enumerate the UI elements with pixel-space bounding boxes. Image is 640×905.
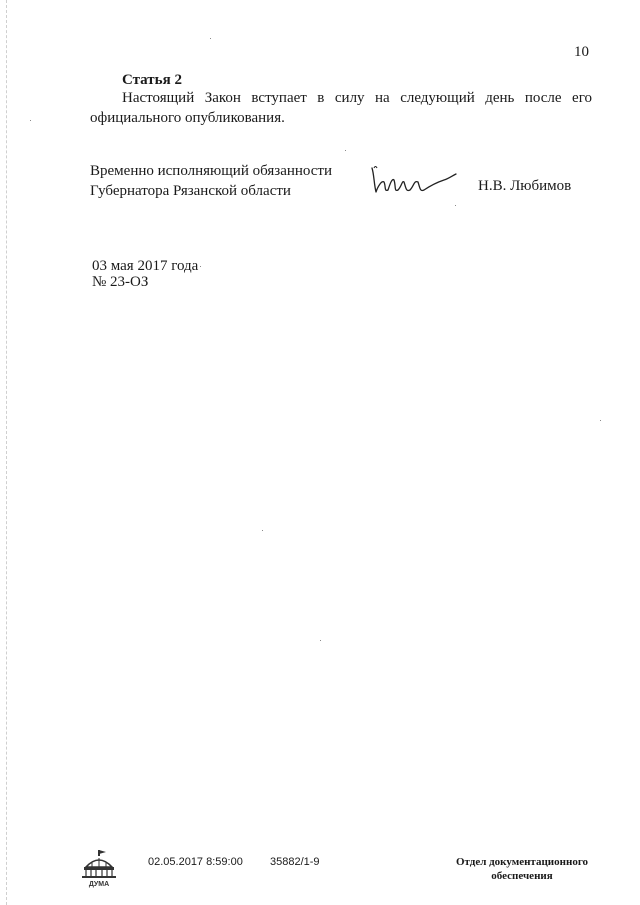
scan-speck bbox=[30, 120, 31, 121]
stamp-registration-number: 35882/1-9 bbox=[270, 856, 320, 868]
scan-speck bbox=[320, 640, 321, 641]
article-body: Настоящий Закон вступает в силу на следующий день после его официального опубликования. bbox=[90, 90, 592, 126]
document-number: № 23-ОЗ bbox=[92, 274, 149, 290]
logo-text: ДУМА bbox=[88, 881, 110, 888]
scan-speck bbox=[262, 530, 263, 531]
department-stamp-line-1: Отдел документационного bbox=[455, 856, 589, 868]
scan-speck bbox=[455, 205, 456, 206]
signer-position-line-1: Временно исполняющий обязанности bbox=[90, 163, 333, 179]
department-stamp bbox=[442, 855, 602, 883]
scan-edge-divider bbox=[6, 0, 8, 905]
duma-building-icon bbox=[80, 849, 122, 889]
document-date: 03 мая 2017 года bbox=[92, 258, 199, 274]
article-title: Статья 2 bbox=[122, 72, 182, 88]
scan-speck bbox=[345, 150, 346, 151]
signer-name: Н.В. Любимов bbox=[478, 178, 572, 194]
department-stamp-line-2: обеспечения bbox=[491, 870, 553, 882]
page-number: 10 bbox=[574, 44, 589, 60]
scan-speck bbox=[600, 420, 601, 421]
scan-speck bbox=[200, 266, 201, 267]
handwritten-signature bbox=[368, 160, 458, 200]
stamp-datetime: 02.05.2017 8:59:00 bbox=[148, 856, 243, 868]
signer-position-line-2: Губернатора Рязанской области bbox=[90, 183, 291, 199]
signer-position bbox=[90, 161, 332, 201]
scan-speck bbox=[210, 38, 211, 39]
